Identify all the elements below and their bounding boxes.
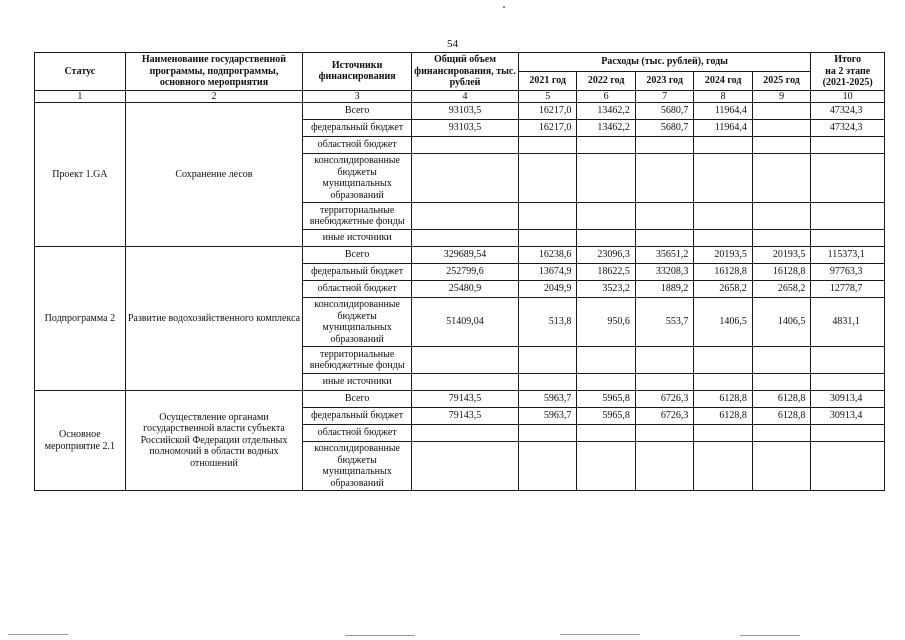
column-number: 3 [303, 90, 412, 103]
year-2025-cell [752, 120, 811, 137]
year-2023-cell [635, 203, 693, 230]
table-row [35, 247, 885, 264]
page-number: 54 [447, 38, 458, 50]
year-2022-cell: 5965,8 [577, 391, 635, 408]
funding-source-cell: консолидированные бюджеты муниципальных образований [303, 442, 412, 491]
expenses-table [34, 52, 885, 491]
status-cell: Проект 1.GA [35, 103, 126, 247]
sum-cell [811, 154, 885, 203]
total-cell [412, 203, 519, 230]
year-2023-cell: 5680,7 [635, 120, 693, 137]
year-2025-cell [752, 442, 811, 491]
sum-cell [811, 442, 885, 491]
column-number: 5 [518, 90, 576, 103]
column-number: 6 [577, 90, 635, 103]
year-2025-cell: 2658,2 [752, 281, 811, 298]
table-body [35, 90, 885, 491]
year-2022-cell [577, 203, 635, 230]
year-2023-cell: 553,7 [635, 298, 693, 347]
year-2024-cell: 2658,2 [694, 281, 752, 298]
column-number: 10 [811, 90, 885, 103]
sum-cell: 30913,4 [811, 408, 885, 425]
year-2022-cell: 5965,8 [577, 408, 635, 425]
year-2024-cell [694, 374, 752, 391]
year-2024-cell [694, 425, 752, 442]
year-2022-cell: 18622,5 [577, 264, 635, 281]
scan-speck [503, 6, 505, 8]
header-sum-line3: (2021-2025) [822, 77, 873, 88]
total-cell: 51409,04 [412, 298, 519, 347]
status-cell: Основное мероприятие 2.1 [35, 391, 126, 491]
funding-source-cell: Всего [303, 391, 412, 408]
scan-mark [345, 635, 415, 636]
year-2021-cell: 16217,0 [518, 120, 576, 137]
scan-mark [560, 634, 640, 635]
year-2024-cell [694, 347, 752, 374]
year-2021-cell: 513,8 [518, 298, 576, 347]
year-2021-cell: 5963,7 [518, 408, 576, 425]
funding-source-cell: федеральный бюджет [303, 264, 412, 281]
total-cell: 25480,9 [412, 281, 519, 298]
year-2025-cell [752, 347, 811, 374]
sum-cell [811, 203, 885, 230]
sum-cell [811, 137, 885, 154]
funding-source-cell: территориальные внебюджетные фонды [303, 347, 412, 374]
year-2022-cell: 3523,2 [577, 281, 635, 298]
column-number: 8 [694, 90, 752, 103]
year-2025-cell: 16128,8 [752, 264, 811, 281]
year-2023-cell: 6726,3 [635, 391, 693, 408]
year-2021-cell: 13674,9 [518, 264, 576, 281]
year-2022-cell [577, 442, 635, 491]
sum-cell: 4831,1 [811, 298, 885, 347]
program-name-cell: Осуществление органами государственной власти субъекта Российской Федерации отдельных полномочий в области водных отношений [125, 391, 302, 491]
sum-cell: 30913,4 [811, 391, 885, 408]
year-2021-cell: 16238,6 [518, 247, 576, 264]
year-2021-cell [518, 230, 576, 247]
sum-cell [811, 230, 885, 247]
total-cell [412, 347, 519, 374]
sum-cell: 97763,3 [811, 264, 885, 281]
year-2023-cell [635, 347, 693, 374]
year-2022-cell: 950,6 [577, 298, 635, 347]
header-sum-line2: на 2 этапе [825, 65, 871, 77]
year-2022-cell: 13462,2 [577, 120, 635, 137]
funding-source-cell: областной бюджет [303, 281, 412, 298]
year-2023-cell [635, 137, 693, 154]
year-2024-cell [694, 154, 752, 203]
year-2021-cell [518, 374, 576, 391]
year-2024-cell: 20193,5 [694, 247, 752, 264]
year-2021-cell [518, 137, 576, 154]
header-sources: Источники финансирования [303, 53, 412, 91]
header-expenses: Расходы (тыс. рублей), годы [518, 53, 810, 72]
year-2025-cell: 6128,8 [752, 408, 811, 425]
total-cell [412, 137, 519, 154]
year-2025-cell [752, 203, 811, 230]
header-year-2024: 2024 год [694, 71, 752, 90]
header-sum [811, 53, 885, 91]
year-2021-cell [518, 347, 576, 374]
column-number: 7 [635, 90, 693, 103]
header-sum-line1: Итого [834, 54, 862, 65]
year-2023-cell: 33208,3 [635, 264, 693, 281]
status-cell: Подпрограмма 2 [35, 247, 126, 391]
year-2024-cell: 11964,4 [694, 120, 752, 137]
year-2022-cell [577, 425, 635, 442]
year-2022-cell [577, 347, 635, 374]
funding-source-cell: Всего [303, 247, 412, 264]
total-cell [412, 154, 519, 203]
year-2024-cell: 16128,8 [694, 264, 752, 281]
year-2022-cell [577, 230, 635, 247]
year-2022-cell [577, 154, 635, 203]
funding-source-cell: территориальные внебюджетные фонды [303, 203, 412, 230]
total-cell: 329689,54 [412, 247, 519, 264]
year-2025-cell [752, 425, 811, 442]
funding-source-cell: областной бюджет [303, 425, 412, 442]
column-number: 9 [752, 90, 811, 103]
total-cell: 252799,6 [412, 264, 519, 281]
total-cell [412, 374, 519, 391]
year-2025-cell [752, 374, 811, 391]
sum-cell [811, 425, 885, 442]
year-2022-cell [577, 374, 635, 391]
header-row-1 [35, 53, 885, 72]
sum-cell: 47324,3 [811, 103, 885, 120]
year-2024-cell: 6128,8 [694, 391, 752, 408]
header-year-2021: 2021 год [518, 71, 576, 90]
year-2024-cell [694, 442, 752, 491]
year-2021-cell [518, 425, 576, 442]
table-row [35, 391, 885, 408]
year-2025-cell [752, 230, 811, 247]
header-year-2023: 2023 год [635, 71, 693, 90]
year-2023-cell [635, 154, 693, 203]
funding-source-cell: консолидированные бюджеты муниципальных образований [303, 298, 412, 347]
scan-mark [8, 634, 68, 635]
year-2023-cell [635, 374, 693, 391]
header-status: Статус [35, 53, 126, 91]
funding-source-cell: иные источники [303, 374, 412, 391]
total-cell [412, 425, 519, 442]
year-2025-cell: 20193,5 [752, 247, 811, 264]
funding-source-cell: областной бюджет [303, 137, 412, 154]
year-2024-cell: 1406,5 [694, 298, 752, 347]
sum-cell: 115373,1 [811, 247, 885, 264]
year-2023-cell: 1889,2 [635, 281, 693, 298]
year-2023-cell: 6726,3 [635, 408, 693, 425]
header-year-2022: 2022 год [577, 71, 635, 90]
sum-cell: 47324,3 [811, 120, 885, 137]
column-number: 4 [412, 90, 519, 103]
year-2021-cell [518, 442, 576, 491]
column-number: 1 [35, 90, 126, 103]
year-2025-cell [752, 103, 811, 120]
sum-cell [811, 374, 885, 391]
year-2022-cell: 13462,2 [577, 103, 635, 120]
year-2023-cell [635, 442, 693, 491]
total-cell: 93103,5 [412, 120, 519, 137]
year-2023-cell: 5680,7 [635, 103, 693, 120]
year-2021-cell [518, 203, 576, 230]
total-cell [412, 230, 519, 247]
year-2023-cell [635, 230, 693, 247]
program-name-cell: Развитие водохозяйственного комплекса [125, 247, 302, 391]
year-2021-cell: 5963,7 [518, 391, 576, 408]
funding-source-cell: федеральный бюджет [303, 408, 412, 425]
table-row [35, 103, 885, 120]
total-cell: 79143,5 [412, 391, 519, 408]
year-2024-cell [694, 137, 752, 154]
header-year-2025: 2025 год [752, 71, 811, 90]
year-2021-cell [518, 154, 576, 203]
sum-cell [811, 347, 885, 374]
sum-cell: 12778,7 [811, 281, 885, 298]
year-2023-cell [635, 425, 693, 442]
funding-source-cell: иные источники [303, 230, 412, 247]
year-2022-cell [577, 137, 635, 154]
year-2025-cell [752, 154, 811, 203]
year-2022-cell: 23096,3 [577, 247, 635, 264]
year-2024-cell: 11964,4 [694, 103, 752, 120]
funding-source-cell: федеральный бюджет [303, 120, 412, 137]
header-total: Общий объем финансирования, тыс. рублей [412, 53, 519, 91]
year-2024-cell [694, 203, 752, 230]
column-number-row [35, 90, 885, 103]
year-2021-cell: 2049,9 [518, 281, 576, 298]
year-2025-cell: 6128,8 [752, 391, 811, 408]
total-cell: 93103,5 [412, 103, 519, 120]
year-2024-cell: 6128,8 [694, 408, 752, 425]
total-cell [412, 442, 519, 491]
year-2025-cell [752, 137, 811, 154]
year-2025-cell: 1406,5 [752, 298, 811, 347]
year-2021-cell: 16217,0 [518, 103, 576, 120]
funding-source-cell: консолидированные бюджеты муниципальных образований [303, 154, 412, 203]
column-number: 2 [125, 90, 302, 103]
scan-mark [740, 635, 800, 636]
header-name: Наименование государственной программы, подпрограммы, основного мероприятия [125, 53, 302, 91]
program-name-cell: Сохранение лесов [125, 103, 302, 247]
year-2023-cell: 35651,2 [635, 247, 693, 264]
year-2024-cell [694, 230, 752, 247]
funding-source-cell: Всего [303, 103, 412, 120]
total-cell: 79143,5 [412, 408, 519, 425]
